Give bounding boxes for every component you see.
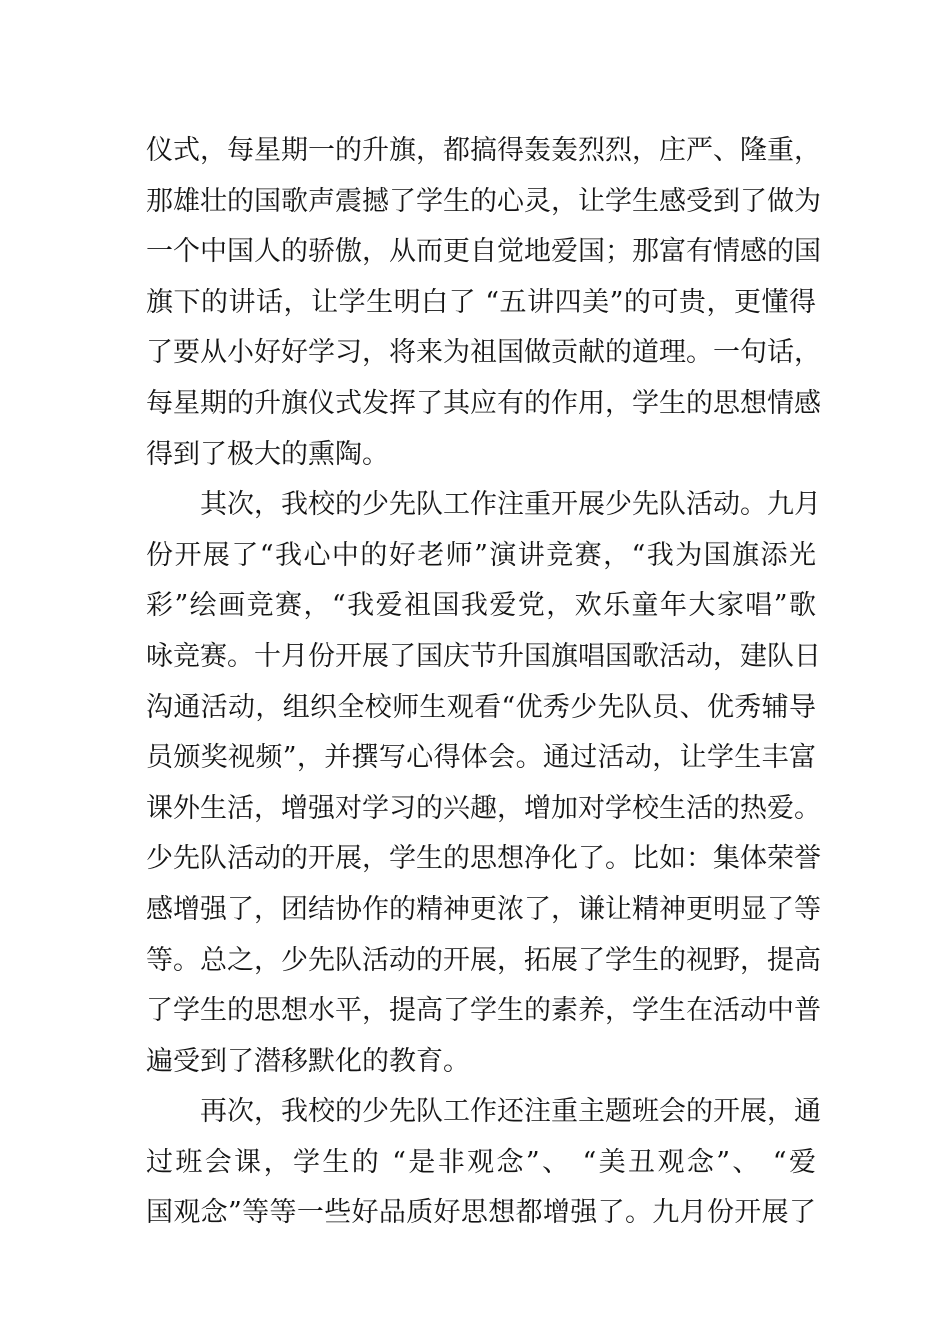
text-line: 少先队活动的开展，学生的思想净化了。比如：集体荣誉 [146, 843, 821, 875]
text-line: 一个中国人的骄傲，从而更自觉地爱国；那富有情感的国 [146, 236, 821, 268]
text-line: 那雄壮的国歌声震撼了学生的心灵，让学生感受到了做为 [146, 185, 821, 217]
text-line: 仪式，每星期一的升旗，都搞得轰轰烈烈，庄严、隆重， [146, 135, 821, 166]
text-line: 了学生的思想水平，提高了学生的素养，学生在活动中普 [146, 995, 821, 1027]
text-line: 过班会课，学生的 “是非观念”、 “美丑观念”、 “爱 [146, 1146, 816, 1178]
text-line: 了要从小好好学习，将来为祖国做贡献的道理。一句话， [146, 337, 821, 369]
text-line: 咏竞赛。十月份开展了国庆节升国旗唱国歌活动，建队日 [146, 640, 821, 672]
text-line: 每星期的升旗仪式发挥了其应有的作用，学生的思想情感 [146, 387, 821, 419]
text-line: 员颁奖视频”，并撰写心得体会。通过活动，让学生丰富 [146, 742, 816, 774]
text-line: 感增强了，团结协作的精神更浓了，谦让精神更明显了等 [146, 893, 821, 925]
text-line: 得到了极大的熏陶。 [146, 438, 389, 470]
text-line: 遍受到了潜移默化的教育。 [146, 1045, 470, 1077]
text-line: 课外生活，增强对学习的兴趣，增加对学校生活的热爱。 [146, 792, 821, 824]
text-line: 等。总之，少先队活动的开展，拓展了学生的视野，提高 [146, 944, 821, 976]
text-line: 旗下的讲话，让学生明白了 “五讲四美”的可贵，更懂得 [146, 286, 816, 318]
paragraph-first-line: 再次，我校的少先队工作还注重主题班会的开展，通 [200, 1096, 821, 1128]
text-line: 份开展了“我心中的好老师”演讲竞赛，“我为国旗添光 [146, 539, 816, 571]
body-text [146, 126, 821, 1239]
text-line: 彩”绘画竞赛，“我爱祖国我爱党，欢乐童年大家唱”歌 [146, 590, 816, 622]
text-line: 国观念”等等一些好品质好思想都增强了。九月份开展了 [146, 1197, 816, 1229]
text-line: 沟通活动，组织全校师生观看“优秀少先队员、优秀辅导 [146, 691, 816, 723]
paragraph-first-line: 其次，我校的少先队工作注重开展少先队活动。九月 [200, 489, 821, 521]
